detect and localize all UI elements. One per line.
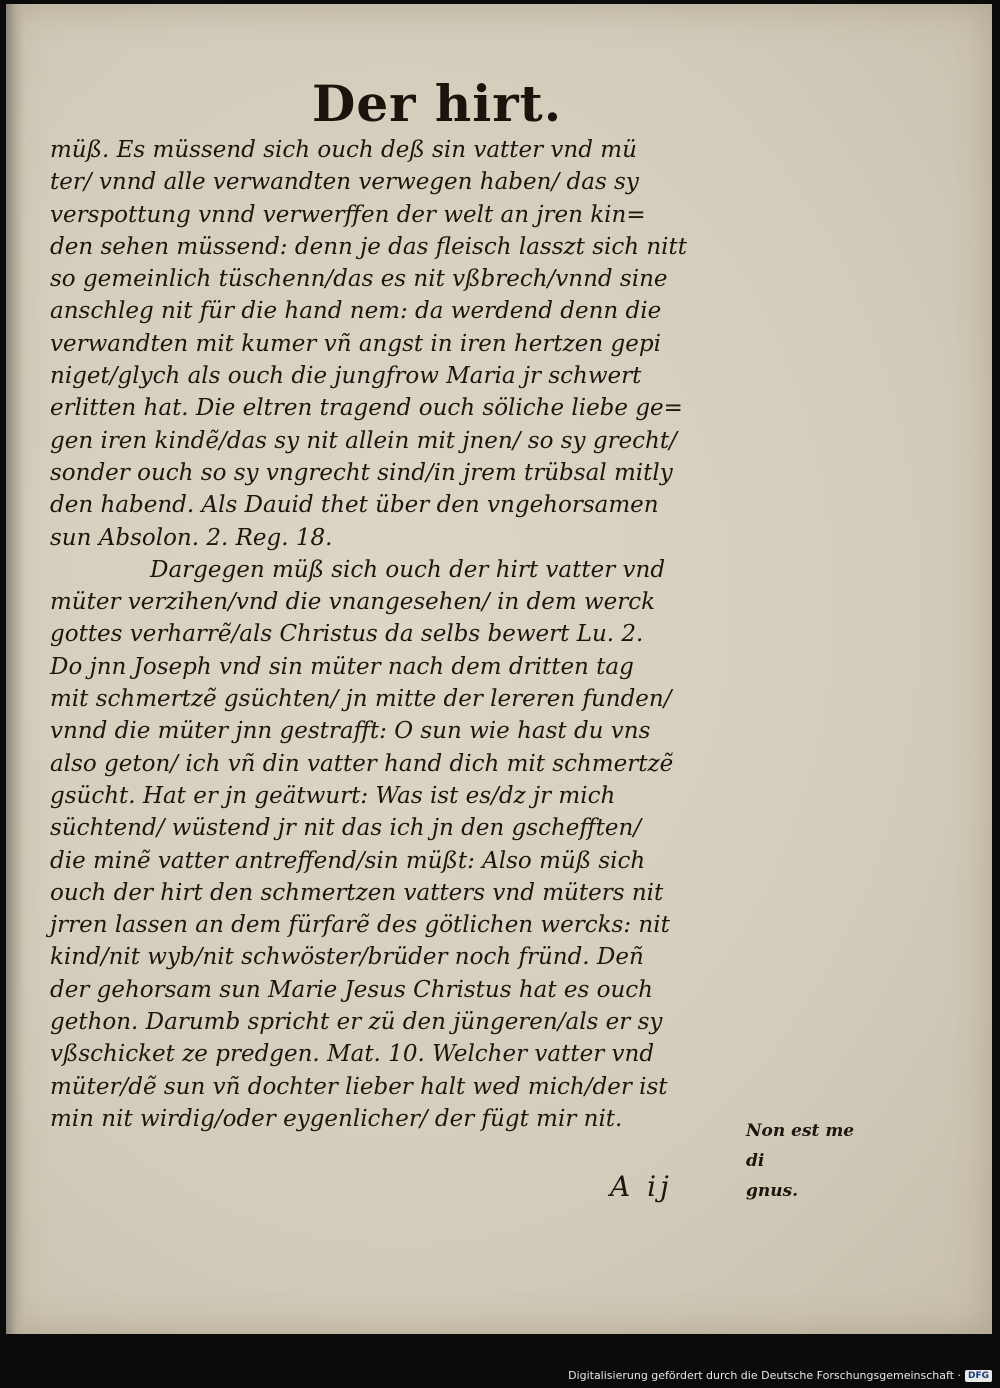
text-line: vßschicket ze predgen. Mat. 10. Welcher vatter vnd (50, 1041, 655, 1068)
text-line: die minẽ vatter antreffend/sin müßt: Also müß sich (50, 847, 646, 874)
text-line: verspottung vnnd verwerffen der welt an jren kin= (50, 201, 646, 228)
text-line: vnnd die müter jnn gestrafft: O sun wie hast du vns (50, 718, 651, 745)
signature-mark: A ij (610, 1170, 673, 1203)
margin-note (746, 1116, 878, 1206)
text-line: gsücht. Hat er jn geätwurt: Was ist es/dz jr mich (50, 782, 616, 809)
text-line-indented: Dargegen müß sich ouch der hirt vatter vnd (150, 556, 666, 583)
text-line: anschleg nit für die hand nem: da werdend denn die (50, 298, 662, 325)
text-line: den habend. Als Dauid thet über den vngehorsamen (50, 492, 659, 519)
text-line: min nit wirdig/oder eygenlicher/ der fügt mir nit. (50, 1105, 623, 1132)
text-line: niget/glych als ouch die jungfrow Maria jr schwert (50, 363, 642, 390)
footer-credit (568, 1369, 992, 1382)
text-line: müter/dẽ sun vñ dochter lieber halt wed mich/der ist (50, 1073, 668, 1100)
text-line: so gemeinlich tüschenn/das es nit vßbrech/vnnd sine (50, 266, 668, 293)
running-head: Der hirt. (312, 74, 563, 133)
body-text (50, 134, 756, 1135)
text-line: den sehen müssend: denn je das fleisch lasszt sich nitt (50, 233, 688, 260)
footer-text: Digitalisierung gefördert durch die Deutsche Forschungsgemeinschaft · (568, 1369, 961, 1382)
text-line: süchtend/ wüstend jr nit das ich jn den gschefften/ (50, 815, 642, 842)
text-line: also geton/ ich vñ din vatter hand dich mit schmertzẽ (50, 750, 674, 777)
text-line: gethon. Darumb spricht er zü den jüngeren/als er sy (50, 1009, 663, 1036)
text-line: müter verzihen/vnd die vnangesehen/ in dem werck (50, 589, 656, 616)
book-page (6, 4, 992, 1334)
text-line: Do jnn Joseph vnd sin müter nach dem dritten tag (50, 653, 634, 680)
dfg-logo-icon: DFG (965, 1370, 992, 1382)
text-line: sun Absolon. 2. Reg. 18. (50, 524, 333, 551)
text-line: gen iren kindẽ/das sy nit allein mit jnen/ so sy grecht/ (50, 427, 677, 454)
text-line: mit schmertzẽ gsüchten/ jn mitte der lereren funden/ (50, 686, 672, 713)
text-line: gottes verharrẽ/als Christus da selbs bewert Lu. 2. (50, 621, 644, 648)
text-line: der gehorsam sun Marie Jesus Christus hat es ouch (50, 976, 653, 1003)
text-line: ouch der hirt den schmertzen vatters vnd müters nit (50, 879, 664, 906)
page-spine-shadow (6, 4, 24, 1334)
text-line: ter/ vnnd alle verwandten verwegen haben/ das sy (50, 169, 639, 196)
text-line: erlitten hat. Die eltren tragend ouch söliche liebe ge= (50, 395, 683, 422)
text-line: jrren lassen an dem fürfarẽ des götlichen wercks: nit (50, 912, 670, 939)
text-line: verwandten mit kumer vñ angst in iren hertzen gepi (50, 330, 661, 357)
margin-note-line: gnus. (746, 1181, 799, 1201)
text-line: sonder ouch so sy vngrecht sind/in jrem trübsal mitly (50, 459, 673, 486)
text-line: kind/nit wyb/nit schwöster/brüder noch fründ. Deñ (50, 944, 644, 971)
text-line: müß. Es müssend sich ouch deß sin vatter vnd mü (50, 137, 637, 163)
margin-note-line: Non est me di (746, 1121, 855, 1171)
